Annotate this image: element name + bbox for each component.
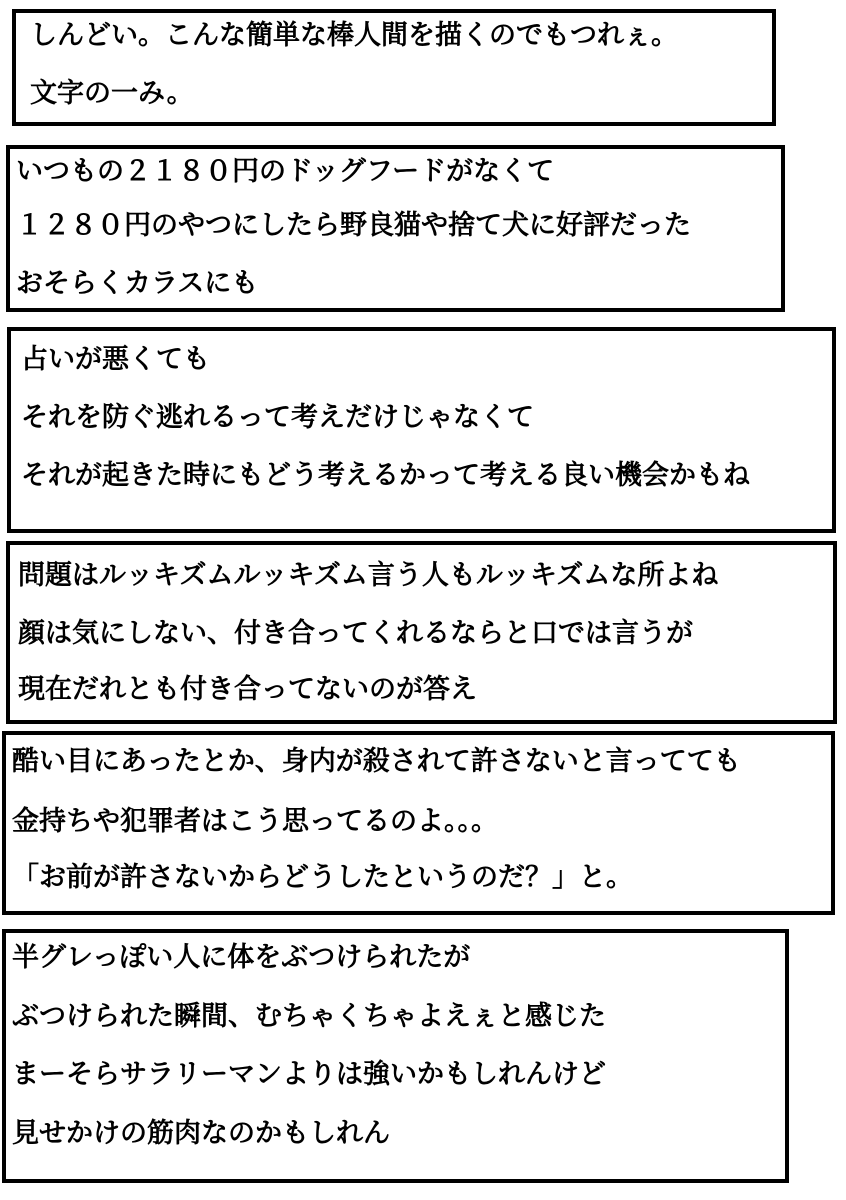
panel-2-line-3: おそらくカラスにも <box>16 268 259 299</box>
text-panel-2 <box>6 145 785 312</box>
text-panel-1 <box>12 9 776 126</box>
text-panel-4 <box>6 541 837 724</box>
text-panel-5 <box>2 731 835 915</box>
panel-1-line-1: しんどい。こんな簡単な棒人間を描くのでもつれぇ。 <box>30 20 678 51</box>
text-panel-6 <box>2 929 789 1183</box>
panel-6-line-3: まーそらサラリーマンよりは強いかもしれんけど <box>12 1059 606 1090</box>
panel-2-line-1: いつもの２１８０円のドッグフードがなくて <box>16 156 555 187</box>
panel-3-line-2: それを防ぐ逃れるって考えだけじゃなくて <box>21 402 534 433</box>
panel-4-line-3: 現在だれとも付き合ってないのが答え <box>18 674 477 705</box>
panel-1-line-2: 文字の一み。 <box>30 78 194 109</box>
panel-5-line-2: 金持ちや犯罪者はこう思ってるのよ。。。 <box>12 806 498 837</box>
panel-5-line-1: 酷い目にあったとか、身内が殺されて許さないと言ってても <box>12 746 741 777</box>
panel-5-line-3: 「お前が許さないからどうしたというのだ？」と。 <box>12 862 633 893</box>
panel-6-line-1: 半グレっぽい人に体をぶつけられたが <box>12 942 471 973</box>
panel-2-line-2: １２８０円のやつにしたら野良猫や捨て犬に好評だった <box>16 210 691 241</box>
panel-6-line-2: ぶつけられた瞬間、むちゃくちゃよえぇと感じた <box>12 1001 606 1032</box>
panel-3-line-3: それが起きた時にもどう考えるかって考える良い機会かもね <box>21 460 750 491</box>
panel-4-line-1: 問題はルッキズムルッキズム言う人もルッキズムな所よね <box>18 560 719 591</box>
panel-4-line-2: 顔は気にしない、付き合ってくれるならと口では言うが <box>18 618 693 649</box>
panel-6-line-4: 見せかけの筋肉なのかもしれん <box>12 1118 390 1149</box>
panel-3-line-1: 占いが悪くても <box>21 344 210 375</box>
text-panel-3 <box>7 327 836 533</box>
